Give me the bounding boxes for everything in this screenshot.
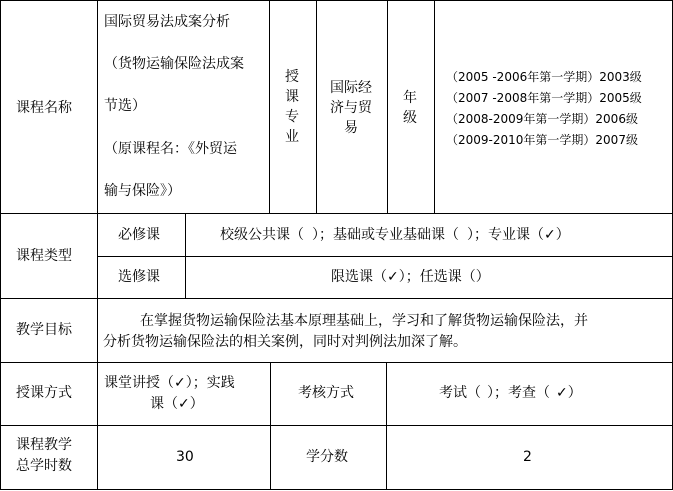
check-mark: ✓ (387, 269, 399, 285)
option-basic-course: ）；基础或专业基础课（ (312, 227, 459, 243)
col-divider (185, 213, 186, 298)
option-free-elective: ）；任选课（ (398, 269, 476, 285)
row-divider (97, 256, 673, 257)
course-name-line: 输与保险》） (104, 183, 181, 199)
elective-options: 限选课（✓）；任选课（） (331, 269, 490, 285)
hours-label-line: 课程教学 (16, 437, 72, 453)
grade-line: （2007 -2008年第一学期）2005级 (446, 91, 642, 105)
option-school-public: 校级公共课（ (220, 227, 304, 243)
check-mark: ✓ (178, 396, 190, 412)
course-name-line: 节选） (104, 98, 146, 114)
required-label: 必修课 (118, 227, 160, 243)
row-divider (0, 213, 673, 214)
check-mark: ✓ (174, 375, 186, 391)
col-divider (387, 0, 388, 213)
table-border-top (0, 0, 673, 1)
table-border-bottom (0, 489, 673, 490)
objective-label: 教学目标 (16, 322, 72, 338)
col-divider (316, 0, 317, 213)
major-label-char: 授 (285, 69, 299, 85)
col-divider (434, 0, 435, 213)
course-type-label: 课程类型 (16, 248, 72, 264)
hours-label-line: 总学时数 (16, 458, 72, 474)
col-divider (269, 0, 270, 213)
objective-line: 在掌握货物运输保险法基本原理基础上，学习和了解货物运输保险法，并 (140, 313, 588, 329)
major-label-char: 专 (285, 109, 299, 125)
col-divider (270, 362, 271, 490)
major-value-line: 易 (344, 120, 358, 136)
assessment-label: 考核方式 (298, 385, 354, 401)
major-value-line: 济与贸 (330, 100, 372, 116)
option-limited-elective: 限选课（ (331, 269, 387, 285)
major-label-char: 业 (285, 129, 299, 145)
check-mark: ✓ (556, 385, 568, 401)
check-mark: ✓ (544, 227, 556, 243)
grade-line: （2005 -2006年第一学期）2003级 (446, 70, 642, 84)
col-divider (97, 0, 98, 490)
objective-line: 分析货物运输保险法的相关案例，同时对判例法加深了解。 (103, 334, 467, 350)
method-line: 课（✓） (150, 396, 204, 412)
course-name-line: 国际贸易法成案分析 (104, 14, 230, 30)
method-label: 授课方式 (16, 385, 72, 401)
table-border-left (0, 0, 1, 490)
course-name-label: 课程名称 (16, 100, 72, 116)
major-value-line: 国际经 (330, 80, 372, 96)
row-divider (0, 425, 673, 426)
course-name-line: （货物运输保险法成案 (104, 56, 244, 72)
col-divider (386, 362, 387, 490)
required-options: 校级公共课（ ）；基础或专业基础课（ ）；专业课（✓） (220, 227, 570, 243)
assessment-options: 考试（ ）；考查（ ✓） (439, 385, 582, 401)
credit-value: 2 (523, 449, 532, 465)
hours-value: 30 (176, 449, 194, 465)
option-major-course: ）；专业课（ (467, 227, 544, 243)
row-divider (0, 298, 673, 299)
grade-label-char: 级 (403, 110, 417, 126)
method-line: 课堂讲授（✓）；实践 (104, 375, 235, 391)
course-name-line: （原课程名：《外贸运 (104, 141, 237, 157)
major-label-char: 课 (285, 89, 299, 105)
grade-line: （2009-2010年第一学期）2007级 (446, 133, 638, 147)
grade-line: （2008-2009年第一学期）2006级 (446, 112, 638, 126)
row-divider (0, 362, 673, 363)
elective-label: 选修课 (118, 269, 160, 285)
credit-label: 学分数 (306, 449, 348, 465)
grade-label-char: 年 (403, 90, 417, 106)
